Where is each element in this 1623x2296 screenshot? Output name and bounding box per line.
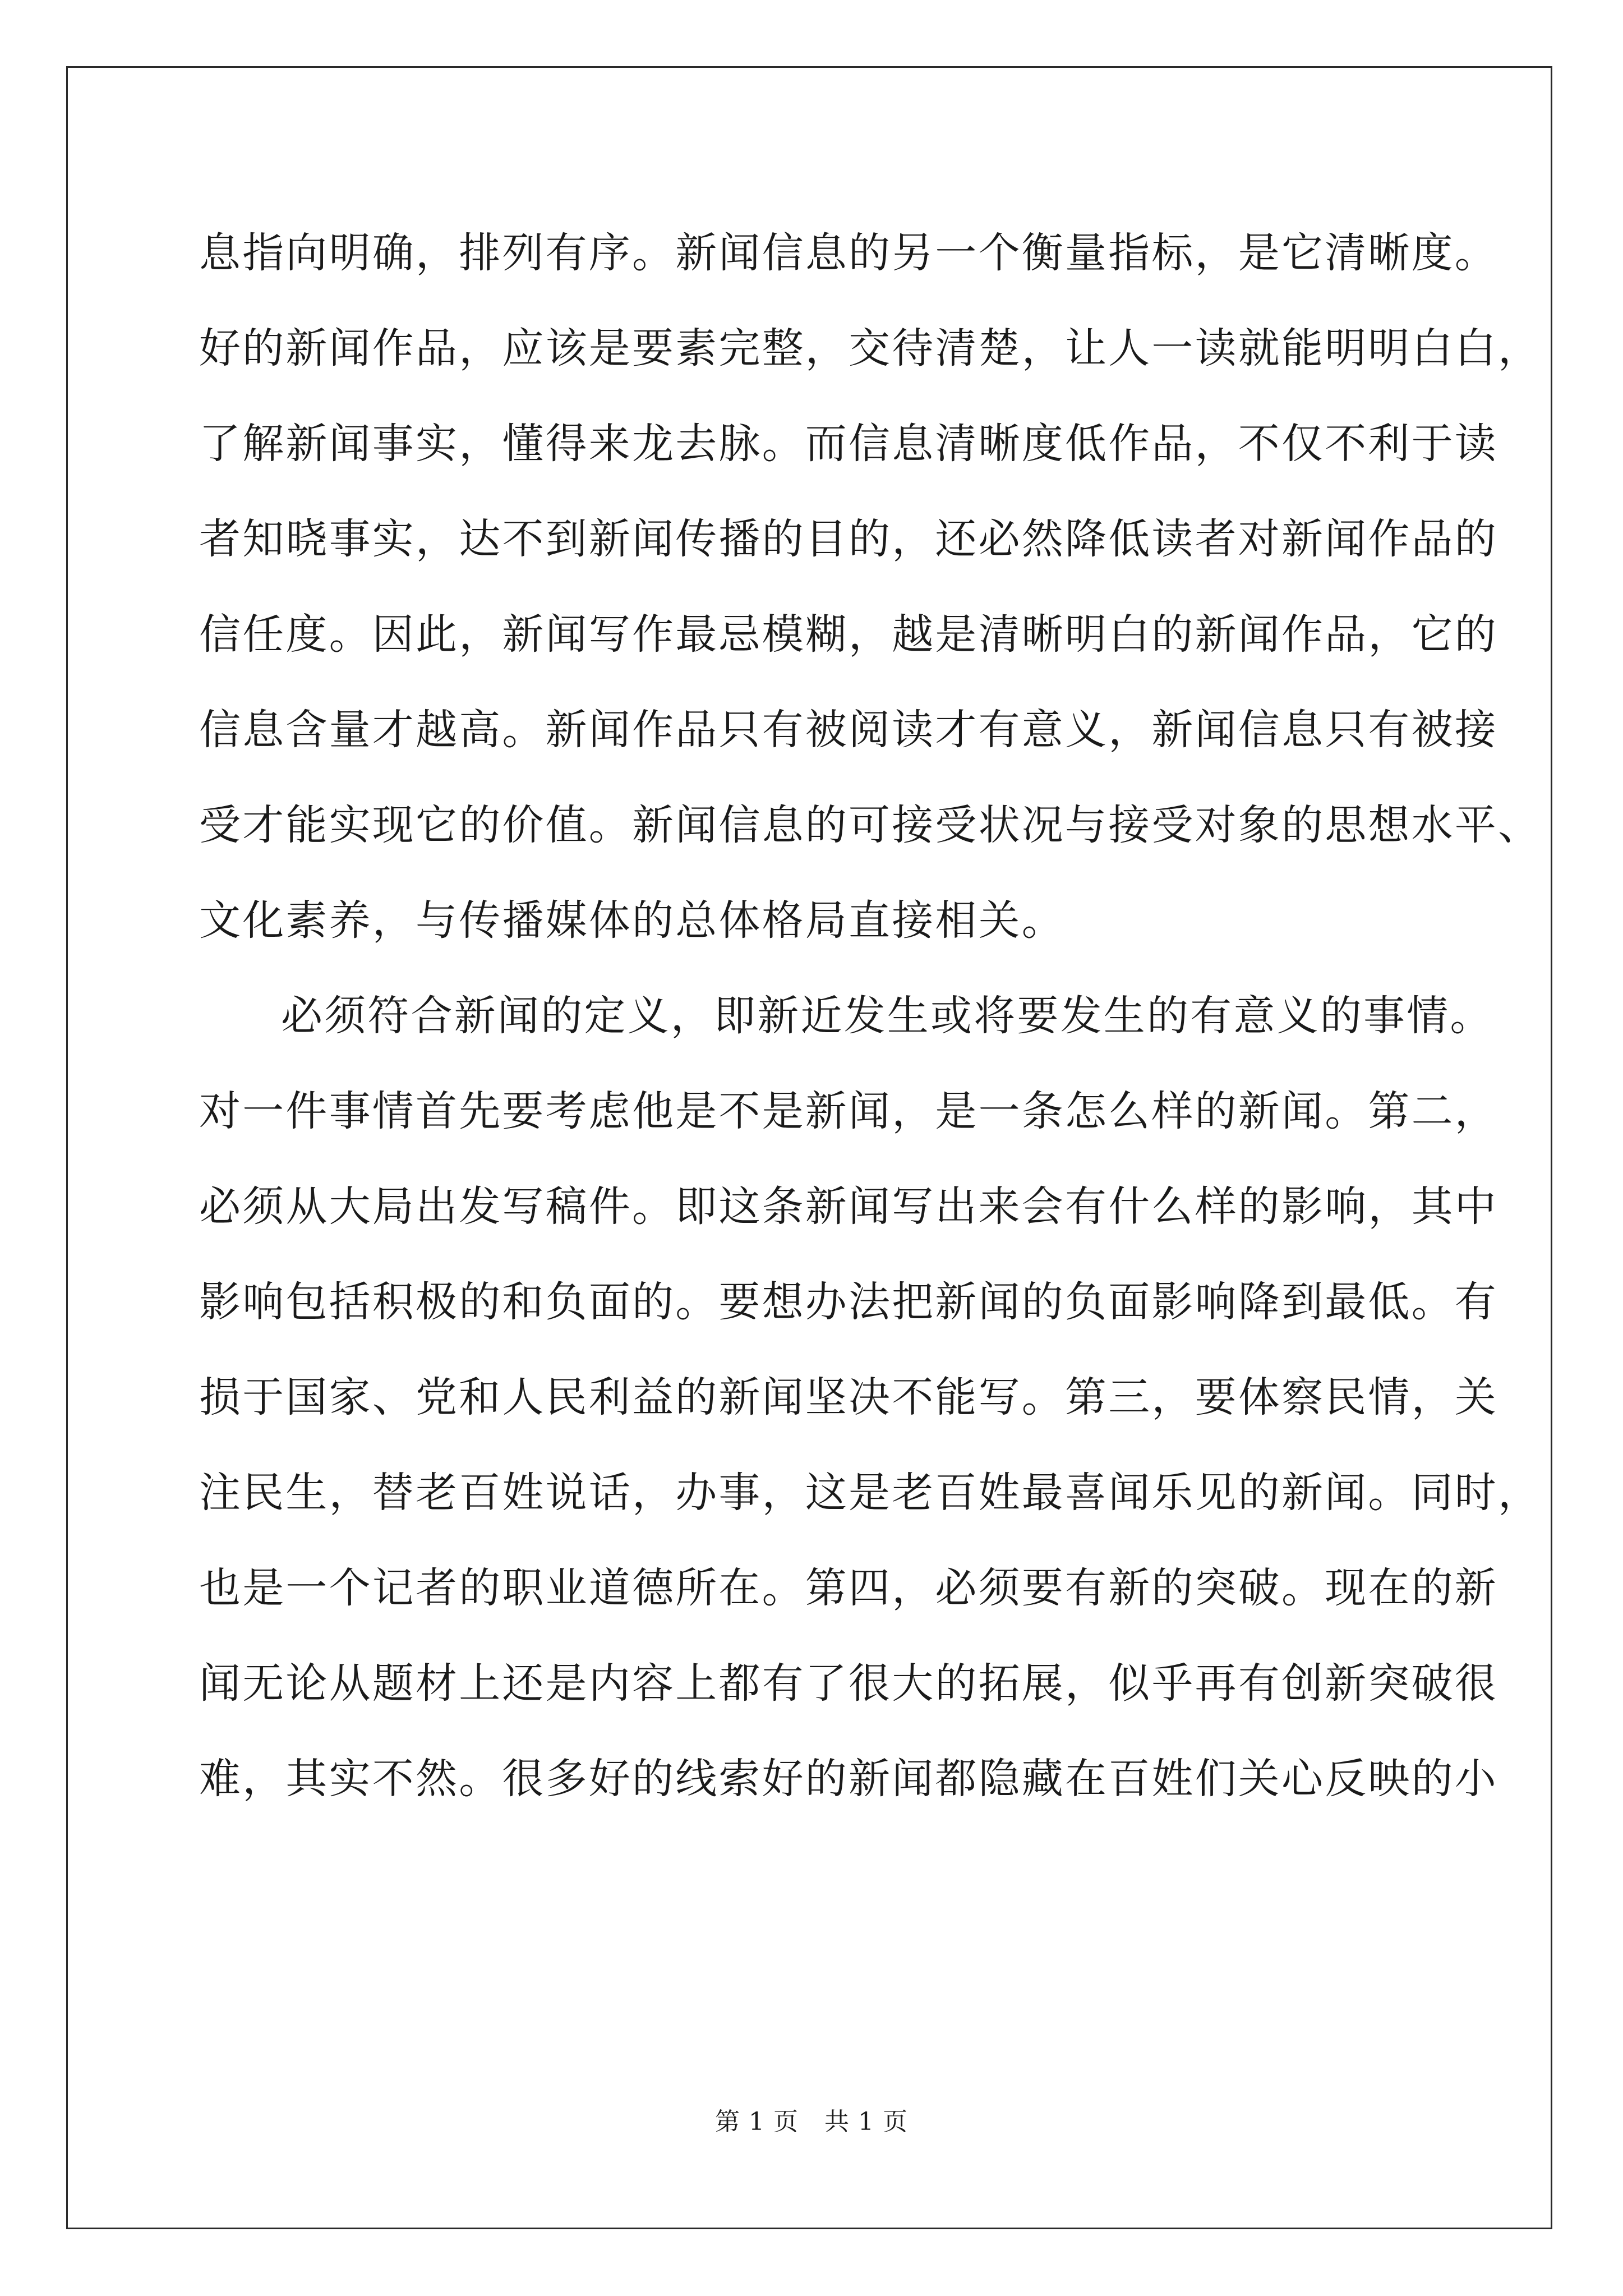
text-line: 者知晓事实，达不到新闻传播的目的，还必然降低读者对新闻作品的 (199, 515, 1498, 563)
text-line: 对一件事情首先要考虑他是不是新闻，是一条怎么样的新闻。第二， (199, 1087, 1498, 1135)
text-line: 闻无论从题材上还是内容上都有了很大的拓展，似乎再有创新突破很 (199, 1659, 1498, 1708)
paragraph-start-line: 必须符合新闻的定义，即新近发生或将要发生的有意义的事情。 (281, 992, 1493, 1040)
text-line: 信任度。因此，新闻写作最忌模糊，越是清晰明白的新闻作品，它的 (199, 610, 1498, 659)
text-line: 注民生，替老百姓说话，办事，这是老百姓最喜闻乐见的新闻。同时， (199, 1469, 1542, 1517)
document-body (199, 205, 1542, 1826)
text-line: 必须从大局出发写稿件。即这条新闻写出来会有什么样的影响，其中 (199, 1182, 1498, 1231)
text-line: 受才能实现它的价值。新闻信息的可接受状况与接受对象的思想水平、 (199, 801, 1542, 849)
page-total: 共 1 页 (824, 2108, 908, 2136)
text-line: 息指向明确，排列有序。新闻信息的另一个衡量指标，是它清晰度。 (199, 229, 1498, 277)
page-footer (0, 2101, 1623, 2137)
text-line: 也是一个记者的职业道德所在。第四，必须要有新的突破。现在的新 (199, 1564, 1498, 1612)
text-line: 影响包括积极的和负面的。要想办法把新闻的负面影响降到最低。有 (199, 1278, 1498, 1326)
text-line: 难，其实不然。很多好的线索好的新闻都隐藏在百姓们关心反映的小 (199, 1755, 1498, 1803)
text-line: 好的新闻作品，应该是要素完整，交待清楚，让人一读就能明明白白， (199, 324, 1542, 372)
page-number: 第 1 页 (715, 2108, 799, 2136)
text-line: 损于国家、党和人民利益的新闻坚决不能写。第三，要体察民情，关 (199, 1373, 1498, 1421)
text-line: 信息含量才越高。新闻作品只有被阅读才有意义，新闻信息只有被接 (199, 706, 1498, 754)
text-line: 文化素养，与传播媒体的总体格局直接相关。 (199, 896, 1065, 945)
text-line: 了解新闻事实，懂得来龙去脉。而信息清晰度低作品，不仅不利于读 (199, 420, 1498, 468)
